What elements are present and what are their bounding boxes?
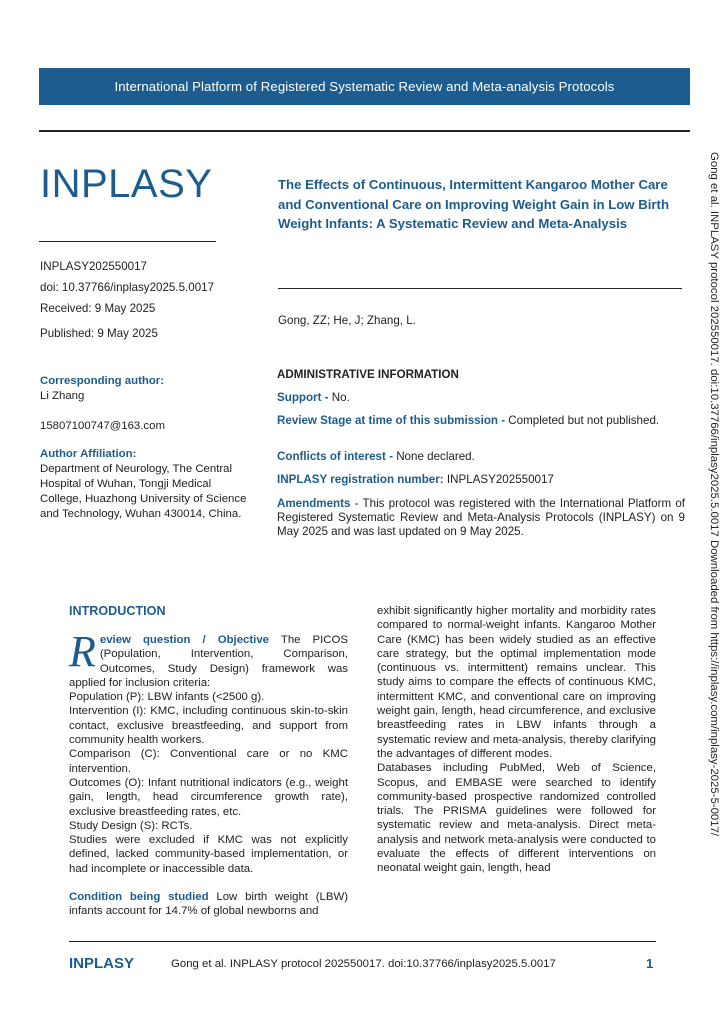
footer-citation: Gong et al. INPLASY protocol 202550017. doi:10.37766/inplasy2025.5.0017 bbox=[171, 958, 556, 970]
stage-value: Completed but not published. bbox=[508, 414, 660, 427]
exclusion-criteria: Studies were excluded if KMC was not explicitly defined, lacked community-based implementation, or had incomplete or inaccessible data. bbox=[69, 834, 348, 875]
authors: Gong, ZZ; He, J; Zhang, L. bbox=[278, 314, 416, 327]
corresponding-author-name: Li Zhang bbox=[40, 390, 85, 402]
admin-support bbox=[277, 391, 685, 405]
review-question-label: eview question / Objective bbox=[99, 634, 269, 646]
picos-study-design: Study Design (S): RCTs. bbox=[69, 819, 193, 832]
stage-label: Review Stage at time of this submission - bbox=[277, 414, 506, 427]
regnum-value: INPLASY202550017 bbox=[446, 473, 554, 486]
page-number: 1 bbox=[646, 956, 654, 971]
picos-intervention: Intervention (I): KMC, including continuous skin-to-skin contact, exclusive breastfeeding, and support from community health workers. bbox=[69, 705, 348, 747]
banner-text: International Platform of Registered Systematic Review and Meta-analysis Protocols bbox=[114, 79, 615, 94]
introduction-heading: INTRODUCTION bbox=[69, 604, 166, 618]
header-rule bbox=[39, 130, 690, 132]
paper-title: The Effects of Continuous, Intermittent Kangaroo Mother Care and Conventional Care on Improving Weight Gain in Low Birth Weight Infants: A Systematic Review and Meta-Analysis bbox=[278, 177, 669, 231]
admin-heading: ADMINISTRATIVE INFORMATION bbox=[277, 368, 459, 381]
doi-text[interactable]: doi: 10.37766/inplasy2025.5.0017 bbox=[40, 281, 215, 294]
header-banner bbox=[39, 68, 690, 105]
amend-label: Amendments bbox=[277, 497, 351, 510]
dropcap-letter: R bbox=[69, 627, 96, 676]
picos-outcomes: Outcomes (O): Infant nutritional indicators (e.g., weight gain, length, head circumference growth rate), exclusive breastfeeding rates, etc. bbox=[69, 776, 348, 818]
picos-population: Population (P): LBW infants (<2500 g). bbox=[69, 691, 265, 704]
corresponding-author-email[interactable]: 15807100747@163.com bbox=[40, 420, 165, 432]
conflicts-value: None declared. bbox=[396, 450, 475, 463]
corresponding-author-label: Corresponding author: bbox=[40, 375, 165, 387]
support-value: No. bbox=[331, 391, 350, 404]
conflicts-label: Conflicts of interest - bbox=[277, 450, 393, 463]
admin-amendments bbox=[277, 497, 685, 539]
amend-value: - This protocol was registered with the International Platform of Registered Systematic Review and Meta-Analysis Protocols (INPLASY) on 9 May 2025 and was last updated on 9 May 2025. bbox=[277, 497, 685, 538]
logo-rule bbox=[39, 241, 216, 242]
admin-registration-number bbox=[277, 473, 685, 487]
title-rule bbox=[278, 288, 682, 289]
published-date: Published: 9 May 2025 bbox=[40, 327, 158, 340]
received-date: Received: 9 May 2025 bbox=[40, 302, 156, 315]
right-paragraph-1: exhibit significantly higher mortality and morbidity rates compared to normal-weight infants. Kangaroo Mother Care (KMC) has been widely studied as an effective care strategy, but the optimal implementation mode (continuous vs. intermittent) remains unclear. This study aims to compare the effects of continuous KMC, intermittent KMC, and conventional care on improving weight gain, length, head circumference, and exclusive breastfeeding rates in LBW infants through a systematic review and meta-analysis, thereby clarifying the advantages of different modes. bbox=[377, 605, 656, 760]
admin-review-stage bbox=[277, 414, 685, 428]
registration-id: INPLASY202550017 bbox=[40, 260, 148, 273]
footer-rule bbox=[69, 941, 656, 942]
support-label: Support - bbox=[277, 391, 329, 404]
condition-text: Low birth weight (LBW) infants account for 14.7% of global newborns and bbox=[69, 891, 349, 918]
author-affiliation-text: Department of Neurology, The Central Hospital of Wuhan, Tongji Medical College, Huazhong University of Science and Technology, Wuhan 430014, China. bbox=[40, 463, 247, 520]
footer-logo: INPLASY bbox=[69, 955, 135, 972]
author-affiliation-label: Author Affiliation: bbox=[40, 448, 137, 460]
regnum-label: INPLASY registration number: bbox=[277, 473, 444, 486]
condition-label: Condition being studied bbox=[69, 891, 209, 904]
admin-conflicts bbox=[277, 450, 685, 464]
intro-left-column bbox=[69, 627, 349, 919]
right-paragraph-2: Databases including PubMed, Web of Science, Scopus, and EMBASE were searched to identify community-based prospective randomized controlled trials. The PRISMA guidelines were followed for systematic review and meta-analysis. Direct meta-analysis and network meta-analysis were conducted to evaluate the effects of different interventions on neonatal weight gain, length, head bbox=[377, 762, 656, 875]
intro-right-column bbox=[377, 604, 656, 876]
picos-comparison: Comparison (C): Conventional care or no KMC intervention. bbox=[69, 748, 348, 775]
review-question-text: The PICOS (Population, Intervention, Comparison, Outcomes, Study Design) framework was applied for inclusion criteria: bbox=[69, 634, 348, 689]
vertical-citation: Gong et al. INPLASY protocol 202550017. doi:10.37766/inplasy2025.5.0017 Downloaded from https://inplasy.com/inplasy-2025-5-0017/ bbox=[708, 152, 720, 837]
inplasy-logo: INPLASY bbox=[40, 162, 213, 206]
